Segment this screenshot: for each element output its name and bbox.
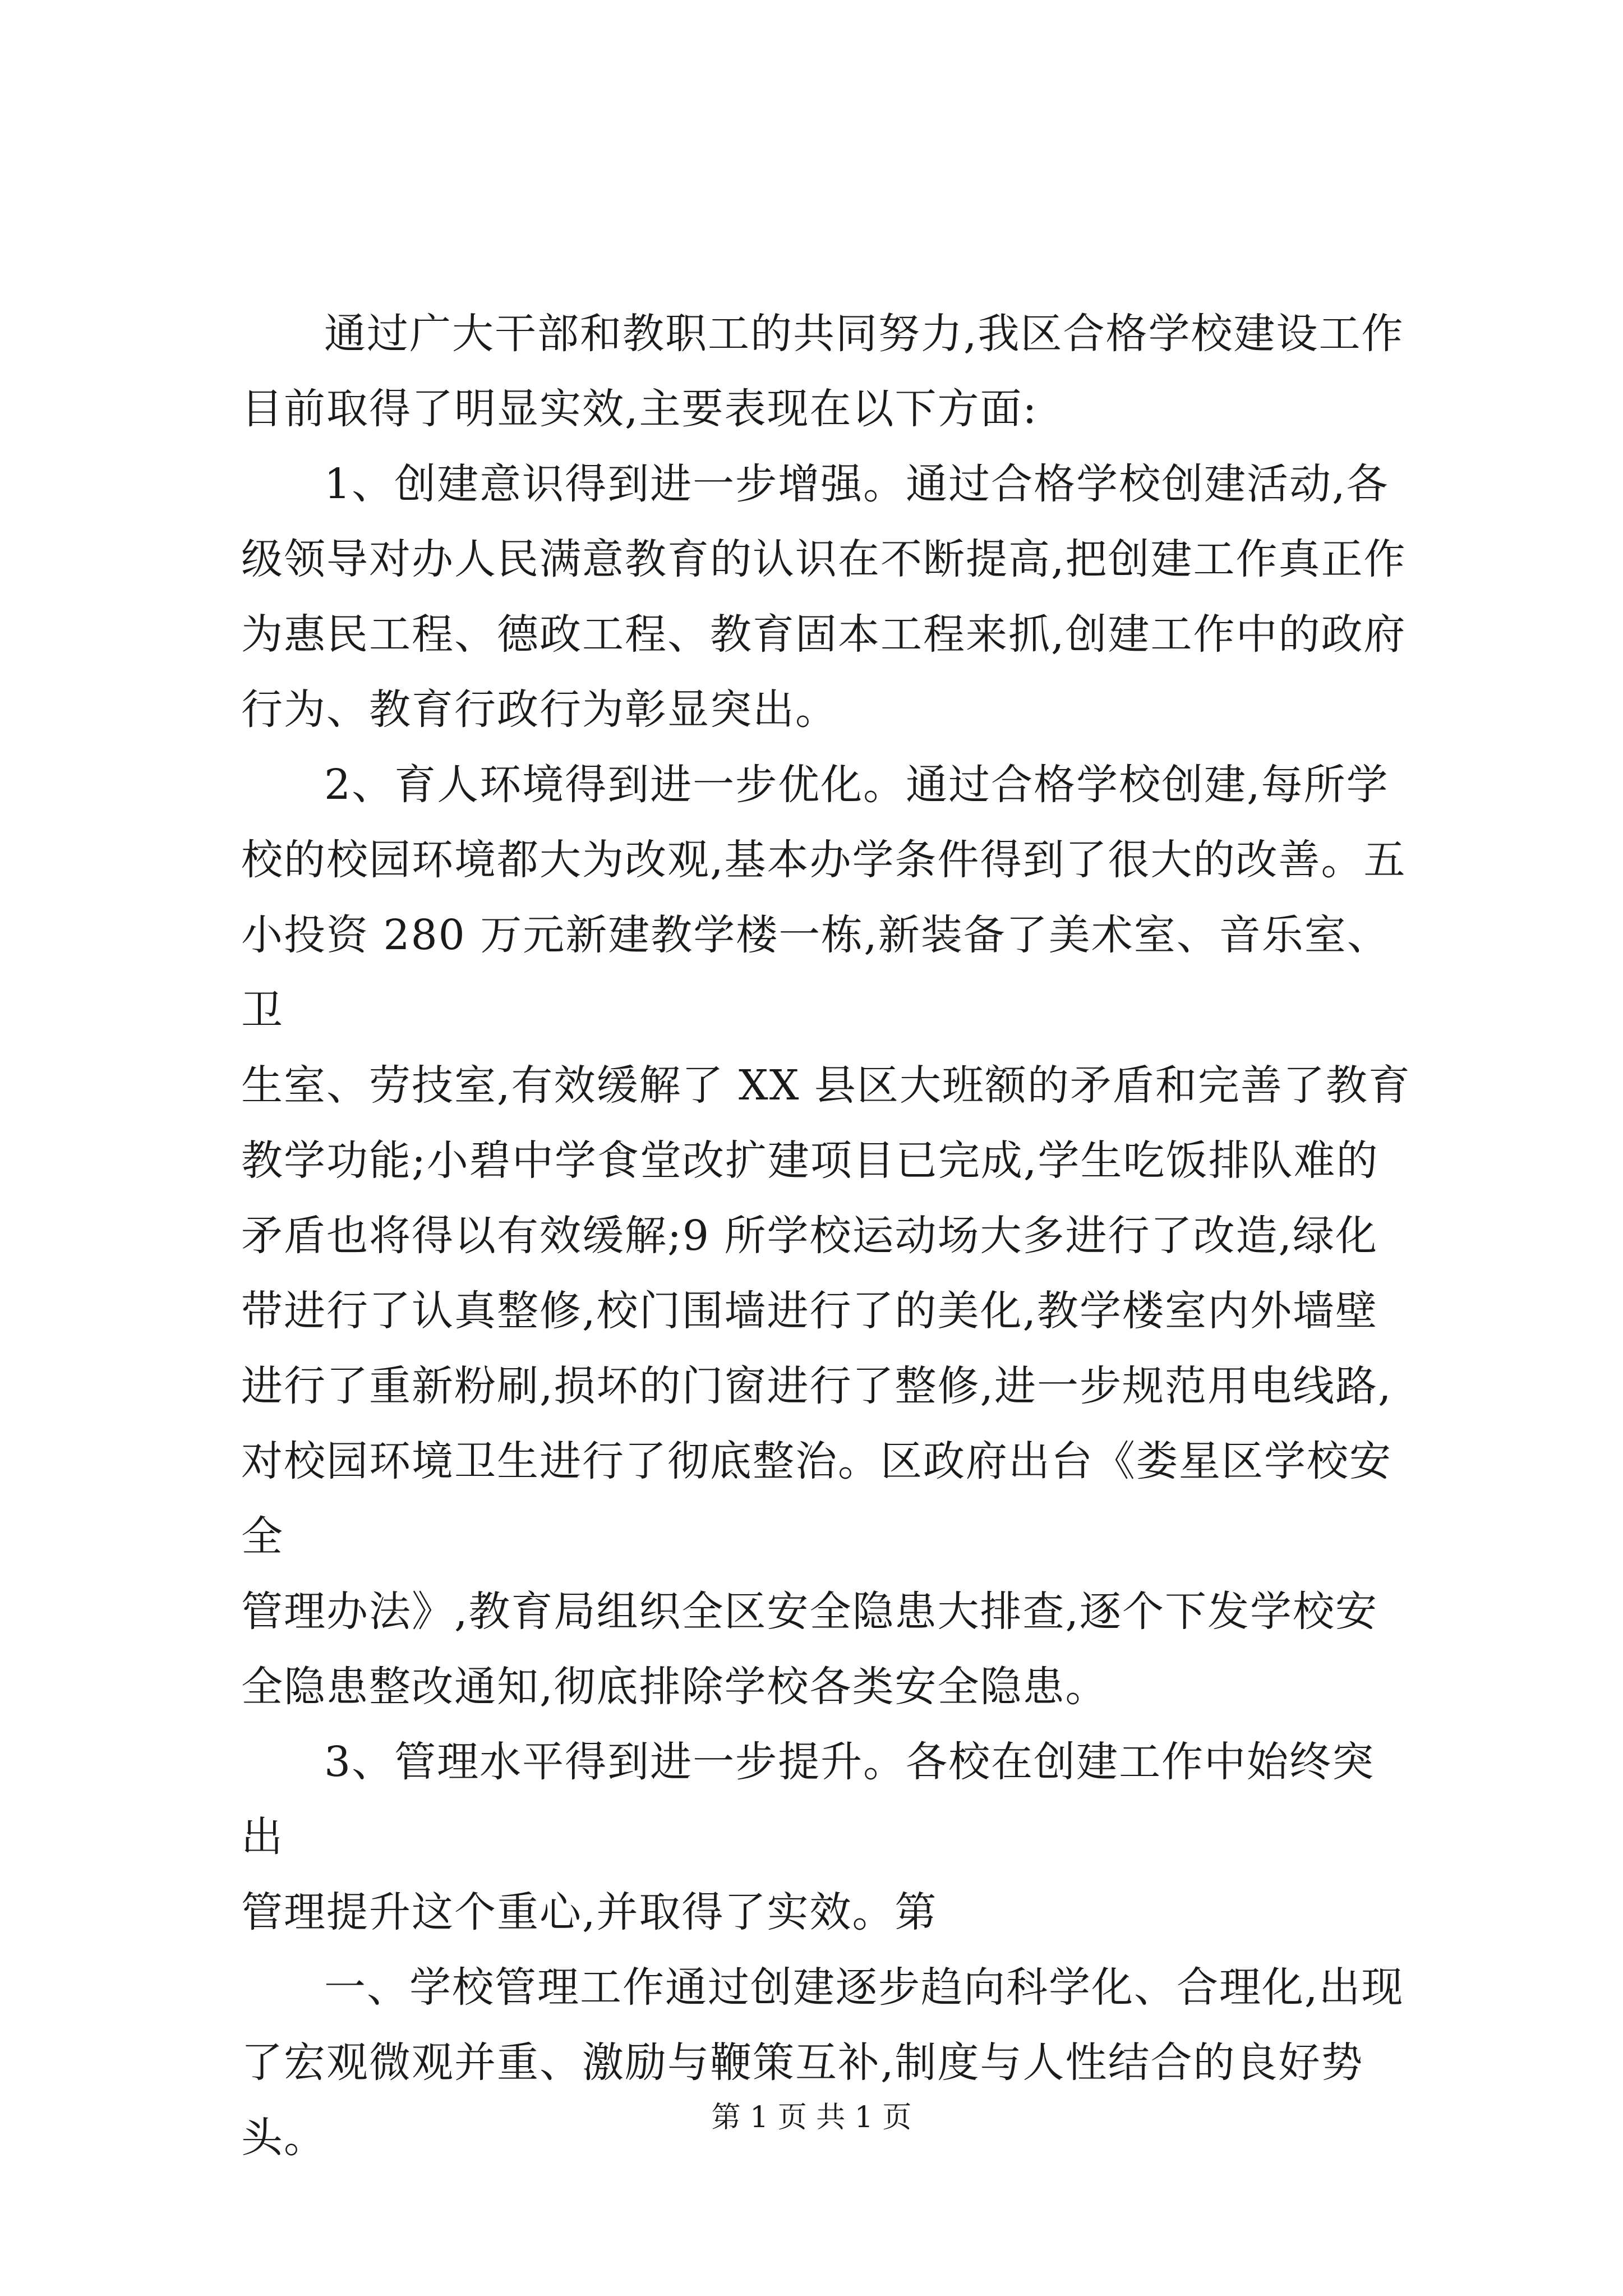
paragraph-point-3: 3、管理水平得到进一步提升。各校在创建工作中始终突出 管理提升这个重心,并取得了实效。第 <box>241 1738 1375 1936</box>
document-body <box>241 296 1413 2175</box>
paragraph-point-1: 1、创建意识得到进一步增强。通过合格学校创建活动,各 级领导对办人民满意教育的认识在不断提高,把创建工作真正作 为惠民工程、德政工程、教育固本工程来抓,创建工作中的政府 行为、教育行政行为彰显突出。 <box>241 460 1407 734</box>
paragraph-point-2: 2、育人环境得到进一步优化。通过合格学校创建,每所学 校的校园环境都大为改观,基本办学条件得到了很大的改善。五 小投资 280 万元新建教学楼一栋,新装备了美术室、音乐室、卫 生室、劳技室,有效缓解了 XX 县区大班额的矛盾和完善了教育 教学功能;小碧中学食堂改扩建项目已完成,学生吃饭排队难的 矛盾也将得以有效缓解;9 所学校运动场大多进行了改造,绿化 带进行了认真整修,校门围墙进行了的美化,教学楼室内外墙壁 进行了重新粉刷,损坏的门窗进行了整修,进一步规范用电线路, 对校园环境卫生进行了彻底整治。区政府出台《娄星区学校安全 管理办法》,教育局组织全区安全隐患大排查,逐个下发学校安 全隐患整改通知,彻底排除学校各类安全隐患。 <box>241 761 1411 1711</box>
paragraph-intro: 通过广大干部和教职工的共同努力,我区合格学校建设工作 目前取得了明显实效,主要表现在以下方面: <box>241 310 1404 433</box>
paragraph-sub-point-1: 一、学校管理工作通过创建逐步趋向科学化、合理化,出现 了宏观微观并重、激励与鞭策互补,制度与人性结合的良好势头。 <box>241 1963 1404 2162</box>
page-footer: 第 1 页 共 1 页 <box>711 2101 912 2134</box>
